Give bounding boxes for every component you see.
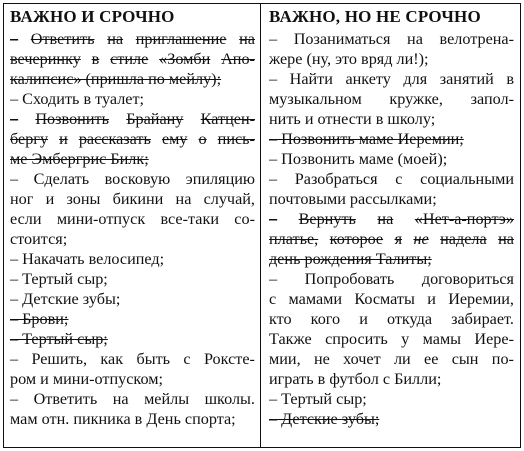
todo-line: мии, не хочет ли ее сын по- [269, 350, 514, 368]
todo-line: – Детские зубы; [269, 410, 380, 428]
todo-line: если мини-отпуск все-таки со- [10, 210, 255, 228]
todo-line: ног и зоны бикини на случай, [10, 190, 255, 208]
todo-line: – Накачать велосипед; [10, 250, 165, 268]
todo-line: Также спросить у мамы Иере- [269, 330, 514, 348]
todo-line: – Сделать восковую эпиляцию [10, 170, 255, 188]
todo-line: – Решить, как быть с Рокстe- [10, 350, 255, 368]
todo-line: платье, которое я не надела на [269, 230, 514, 248]
todo-line: – Тертый сыр; [269, 390, 367, 408]
todo-line: – Ответить на мейлы школы. [10, 390, 255, 408]
todo-line: – Детские зубы; [10, 290, 121, 308]
todo-line: кто кого и откуда забирает. [269, 310, 514, 328]
column-important-urgent [4, 4, 261, 447]
todo-line: жере (ну, это вряд ли!); [269, 50, 429, 68]
todo-line: – Попробовать договориться [269, 270, 514, 288]
todo-line: калипсис» (пришла по мейлу); [10, 70, 222, 88]
column-heading: ВАЖНО, НО НЕ СРОЧНО [269, 7, 481, 26]
todo-line: – Позвонить маме (моей); [269, 150, 448, 168]
todo-line: – Тертый сыр; [10, 330, 108, 348]
todo-line: бергу и рассказать ему о пись- [10, 130, 255, 148]
todo-line: – Найти анкету для занятий в [269, 70, 514, 88]
todo-line: стоится; [10, 230, 68, 248]
todo-line: нить и отнести в школу; [269, 110, 436, 128]
todo-line: – Тертый сыр; [10, 270, 108, 288]
todo-line: – Вернуть на «Нет-а-портэ» [269, 210, 514, 228]
todo-line: ме Эмбергрис Билк; [10, 150, 149, 168]
todo-line: – Сходить в туалет; [10, 90, 145, 108]
todo-line: с мамами Косматы и Иеремии, [269, 290, 514, 308]
column-important-not-urgent [261, 4, 519, 447]
todo-line: – Позвонить маме Иеремии; [269, 130, 464, 148]
todo-list [10, 29, 255, 429]
todo-line: почтовыми рассылками; [269, 190, 437, 208]
todo-line: музыкальном кружке, запол- [269, 90, 514, 108]
todo-line: – Позаниматься на велотрена- [269, 30, 514, 48]
todo-line: – Разобраться с социальными [269, 170, 514, 188]
todo-line: – Брови; [10, 310, 69, 328]
todo-line: – Ответить на приглашение на [10, 30, 255, 48]
todo-line: вечеринку в стиле «Зомби Апо- [10, 50, 255, 68]
todo-list [269, 29, 514, 429]
todo-line: день рождения Талиты; [269, 250, 432, 268]
todo-line: ром и мини-отпуском; [10, 370, 163, 388]
todo-line: – Позвонить Брайану Катцен- [10, 110, 255, 128]
column-heading: ВАЖНО И СРОЧНО [10, 7, 175, 26]
todo-line: играть в футбол с Билли; [269, 370, 442, 388]
todo-table [3, 3, 521, 448]
todo-line: мам отн. пикника в День спорта; [10, 410, 236, 428]
